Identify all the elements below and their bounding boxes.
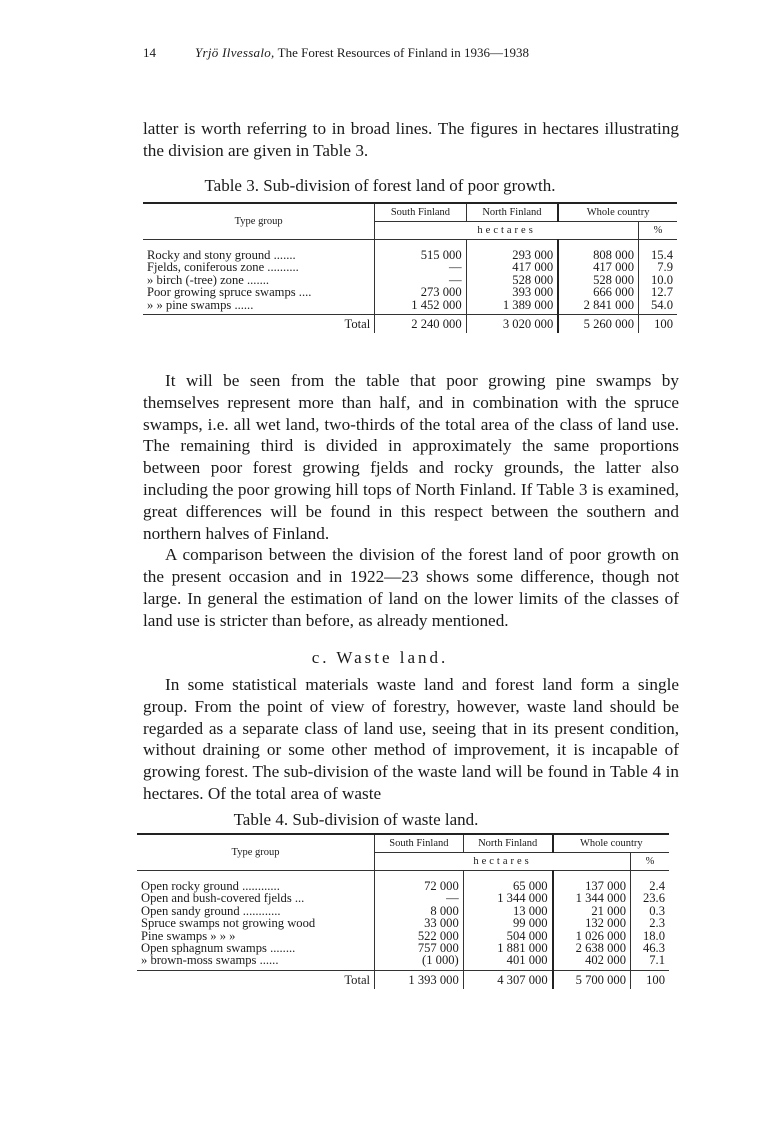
paragraph-1: latter is worth referring to in broad lines. The figures in hectares illustrating the division are given in Table 3. <box>143 119 679 160</box>
south-value: 1 393 000 <box>375 970 464 989</box>
whole-value: 1 026 000 <box>553 930 631 942</box>
th-unit: hectares <box>375 853 631 871</box>
th-north: North Finland <box>463 834 552 853</box>
th-north: North Finland <box>466 203 558 222</box>
th-south: South Finland <box>375 203 466 222</box>
total-row <box>137 970 669 989</box>
paragraph-4: In some statistical materials waste land and forest land form a single group. From the point of view of forestry, however, waste land should be regarded as a separate class of land use, seeing that in its present condition, without draining or some other method of improvement, it is incapable of growing forest. The sub-division of the waste land will be found in Table 4 in hectares. Of the total area of waste <box>143 675 679 803</box>
south-value: 33 000 <box>375 917 464 929</box>
south-value: 8 000 <box>375 905 464 917</box>
north-value: 293 000 <box>466 240 558 262</box>
whole-value: 666 000 <box>558 286 638 298</box>
row-label: Fjelds, coniferous zone .......... <box>147 260 299 275</box>
row-label: » » pine swamps ...... <box>147 297 254 312</box>
whole-value: 5 260 000 <box>558 315 638 334</box>
running-header <box>143 45 679 61</box>
whole-value: 21 000 <box>553 905 631 917</box>
table-row <box>143 261 677 273</box>
pct-value: 0.3 <box>631 905 670 917</box>
whole-value: 137 000 <box>553 871 631 893</box>
pct-value: 100 <box>639 315 678 334</box>
north-value: 3 020 000 <box>466 315 558 334</box>
row-label: Open sandy ground ............ <box>141 903 281 918</box>
whole-value: 5 700 000 <box>553 970 631 989</box>
north-value: 528 000 <box>466 274 558 286</box>
author: Yrjö Ilvessalo, <box>195 45 275 60</box>
th-type-group: Type group <box>143 203 375 240</box>
whole-value: 528 000 <box>558 274 638 286</box>
whole-value: 2 638 000 <box>553 942 631 954</box>
book-title: The Forest Resources of Finland in 1936—1938 <box>277 45 529 60</box>
north-value: 1 344 000 <box>463 892 552 904</box>
north-value: 393 000 <box>466 286 558 298</box>
pct-value: 46.3 <box>631 942 670 954</box>
table-row <box>137 954 669 970</box>
table-row <box>143 240 677 262</box>
pct-value: 18.0 <box>631 930 670 942</box>
north-value: 99 000 <box>463 917 552 929</box>
south-value: 522 000 <box>375 930 464 942</box>
pct-value: 12.7 <box>639 286 678 298</box>
row-label: » brown-moss swamps ...... <box>141 953 279 968</box>
table-row <box>137 917 669 929</box>
whole-value: 2 841 000 <box>558 299 638 315</box>
north-value: 4 307 000 <box>463 970 552 989</box>
row-label: Open rocky ground ............ <box>141 879 280 893</box>
south-value: 2 240 000 <box>375 315 466 334</box>
pct-value: 100 <box>631 970 670 989</box>
whole-value: 808 000 <box>558 240 638 262</box>
north-value: 1 881 000 <box>463 942 552 954</box>
th-unit: hectares <box>375 222 639 240</box>
whole-value: 417 000 <box>558 261 638 273</box>
pct-value: 54.0 <box>639 299 678 315</box>
paragraph-2: It will be seen from the table that poor growing pine swamps by themselves represent more than half, and in combination with the spruce swamps, i.e. all wet land, two-thirds of the total area of the class of land use. The remaining third is divided in approximately the same proportions between poor forest growing fjelds and rocky grounds, the latter also including the poor growing hill tops of North Finland. If Table 3 is examined, great differences will be found in this respect between the southern and northern halves of Finland. A comparison between the division of the forest land of poor growth on the present occasion and in 1922—23 shows some difference, though not large. In general the estimation of land on the lower limits of the classes of land use is stricter than before, as already mentioned. <box>143 371 679 630</box>
row-label: Total <box>143 315 375 334</box>
south-value: 1 452 000 <box>375 299 466 315</box>
total-row <box>143 315 677 334</box>
row-label: Pine swamps » » » <box>141 928 236 943</box>
south-value: — <box>375 892 464 904</box>
south-value: 273 000 <box>375 286 466 298</box>
th-whole: Whole country <box>558 203 677 222</box>
pct-value: 2.3 <box>631 917 670 929</box>
row-label: » birch (-tree) zone ....... <box>147 272 270 287</box>
south-value: 72 000 <box>375 871 464 893</box>
pct-value: 7.9 <box>639 261 678 273</box>
table3-caption: Table 3. Sub-division of forest land of poor growth. <box>204 176 556 195</box>
th-pct: % <box>631 853 670 871</box>
pct-value: 15.4 <box>639 240 678 262</box>
south-value: 757 000 <box>375 942 464 954</box>
section-heading: c. Waste land. <box>311 648 449 667</box>
pct-value: 23.6 <box>631 892 670 904</box>
table-row <box>143 299 677 315</box>
row-label: Poor growing spruce swamps .... <box>147 285 312 300</box>
north-value: 65 000 <box>463 871 552 893</box>
pct-value: 10.0 <box>639 274 678 286</box>
whole-value: 132 000 <box>553 917 631 929</box>
paragraph-3: A comparison between the division of the forest land of poor growth on the present occasion and in 1922—23 shows some difference, though not large. In general the estimation of land on the lower limits of the classes of land use is stricter than before, as already mentioned. <box>143 545 679 630</box>
row-label: Rocky and stony ground ....... <box>147 248 296 262</box>
table4 <box>137 833 669 989</box>
row-label: Open and bush-covered fjelds ... <box>141 891 305 906</box>
pct-value: 2.4 <box>631 871 670 893</box>
th-whole: Whole country <box>553 834 669 853</box>
table-row <box>137 871 669 893</box>
south-value: — <box>375 261 466 273</box>
table-row <box>137 892 669 904</box>
row-label: Open sphagnum swamps ........ <box>141 941 296 956</box>
row-label: Spruce swamps not growing wood <box>141 916 316 931</box>
north-value: 13 000 <box>463 905 552 917</box>
north-value: 417 000 <box>466 261 558 273</box>
whole-value: 1 344 000 <box>553 892 631 904</box>
th-type-group: Type group <box>137 834 375 871</box>
north-value: 1 389 000 <box>466 299 558 315</box>
south-value: (1 000) <box>375 954 464 970</box>
table4-caption: Table 4. Sub-division of waste land. <box>233 810 479 829</box>
south-value: — <box>375 274 466 286</box>
whole-value: 402 000 <box>553 954 631 970</box>
th-pct: % <box>639 222 678 240</box>
north-value: 401 000 <box>463 954 552 970</box>
page-number: 14 <box>143 45 156 60</box>
table-row <box>143 286 677 298</box>
north-value: 504 000 <box>463 930 552 942</box>
th-south: South Finland <box>375 834 464 853</box>
table3 <box>143 202 677 333</box>
row-label: Total <box>137 970 375 989</box>
south-value: 515 000 <box>375 240 466 262</box>
pct-value: 7.1 <box>631 954 670 970</box>
